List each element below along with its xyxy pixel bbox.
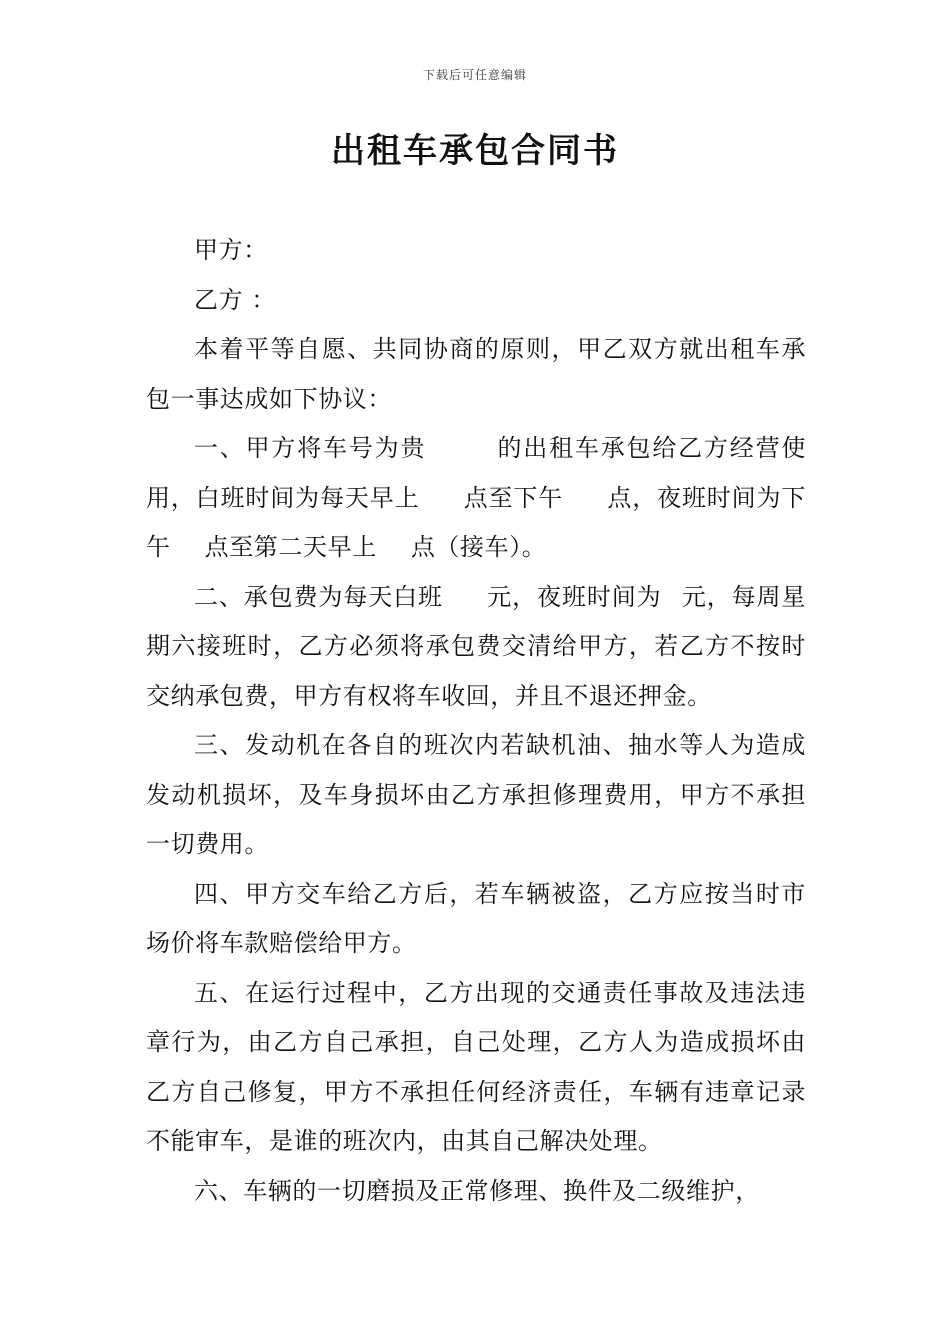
intro-paragraph: 本着平等自愿、共同协商的原则，甲乙双方就出租车承包一事达成如下协议：: [146, 335, 806, 413]
contract-body: [146, 226, 806, 1216]
document-title: 出租车承包合同书: [331, 131, 619, 171]
clause-4: 四、甲方交车给乙方后，若车辆被盗，乙方应按当时市场价将车款赔偿给甲方。: [146, 879, 806, 957]
clause-1-text-2: 的出租车承包给乙方经营使用，白班时间为每天早上: [146, 434, 806, 512]
clause-6: 六、车辆的一切磨损及正常修理、换件及二级维护，: [194, 1176, 760, 1205]
clause-5: 五、在运行过程中，乙方出现的交通责任事故及违法违章行为，由乙方自己承担，自己处理，乙方人为造成损坏由乙方自己修复，甲方不承担任何经济责任，车辆有违章记录不能审车，是谁的班次内，由其自己解决处理。: [146, 978, 806, 1155]
clause-1-text-3: 点至下午: [463, 483, 564, 512]
clause-2-text-2: 元，夜班时间为: [486, 582, 662, 611]
clause-1-text-4: 点，夜班时间为下午: [146, 483, 806, 561]
clause-1-text-1: 一、甲方将车号为贵: [194, 434, 427, 462]
clause-1-text-6: 点（接车）。: [410, 533, 547, 561]
clause-2-text-3: 元，每周星期六接班时，乙方必须将承包费交清给甲方，若乙方不按时交纳承包费，甲方有权将车收回，并且不退还押金。: [146, 582, 807, 710]
party-a-line: 甲方：: [194, 236, 268, 264]
clause-1-text-5: 点至第二天早上: [204, 533, 377, 561]
header-note: 下载后可任意编辑: [422, 68, 527, 82]
clause-2: [146, 573, 806, 722]
clause-1: [146, 424, 806, 573]
clause-3: 三、发动机在各自的班次内若缺机油、抽水等人为造成发动机损坏，及车身损坏由乙方承担修理费用，甲方不承担一切费用。: [146, 731, 806, 858]
party-b-line: 乙方 ：: [194, 285, 277, 314]
clause-2-text-1: 二、承包费为每天白班: [194, 582, 443, 611]
